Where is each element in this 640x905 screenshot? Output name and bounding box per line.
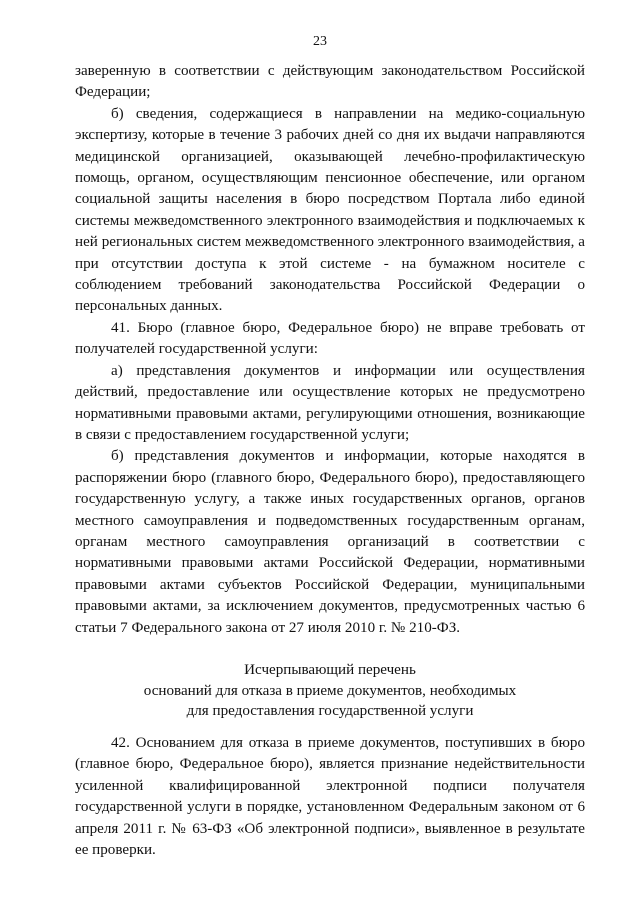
paragraph-item-b-referral: б) сведения, содержащиеся в направлении на медико-социальную экспертизу, которые в течение 3 рабочих дней со дня их выдачи направляются медицинской организацией, оказывающей лечебно-профилактическую помощь, органом, осуществляющим пенсионное обеспечение, или органом социальной защиты населения в бюро посредством Портала либо единой системы межведомственного электронного взаимодействия и подключаемых к ней региональных систем межведомственного электронного взаимодействия, а при отсутствии доступа к этой системе - на бумажном носителе с соблюдением требований законодательства Российской Федерации о персональных данных. — [75, 105, 585, 315]
section-heading-line-2: оснований для отказа в приеме документов, необходимых — [143, 682, 517, 699]
document-body-top — [75, 61, 585, 639]
section-heading — [75, 660, 585, 722]
page-number: 23 — [313, 34, 327, 49]
section-heading-line-1: Исчерпывающий перечень — [244, 662, 416, 678]
section-heading-line-3: для предоставления государственной услуги — [186, 703, 474, 719]
paragraph-41-b: б) представления документов и информации, которые находятся в распоряжении бюро (главного бюро, Федерального бюро), предоставляющего государственную услугу, а также иных государственных органов, органов местного самоуправления и подведомственных государственным органам, органам местного самоуправления организаций в соответствии с нормативными правовыми актами Российской Федерации, нормативными правовыми актами субъектов Российской Федерации, муниципальными правовыми актами, за исключением документов, предусмотренных частью 6 статьи 7 Федерального закона от 27 июля 2010 г. № 210-ФЗ. — [75, 448, 585, 636]
document-body-bottom — [75, 733, 585, 861]
paragraph-continuation: заверенную в соответствии с действующим законодательством Российской Федерации; — [75, 63, 585, 101]
paragraph-41: 41. Бюро (главное бюро, Федеральное бюро) не вправе требовать от получателей государственной услуги: — [75, 319, 585, 358]
paragraph-42: 42. Основанием для отказа в приеме документов, поступивших в бюро (главное бюро, Федеральное бюро), является признание недействительности усиленной квалифицированной электронной подписи получателя государственной услуги в порядке, установленном Федеральным законом от 6 апреля 2011 г. № 63-ФЗ «Об электронной подписи», выявленное в результате ее проверки. — [75, 735, 585, 859]
paragraph-41-a: а) представления документов и информации или осуществления действий, предоставление или осуществление которых не предусмотрено нормативными правовыми актами, регулирующими отношения, возникающие в связи с предоставлением государственной услуги; — [75, 362, 585, 443]
